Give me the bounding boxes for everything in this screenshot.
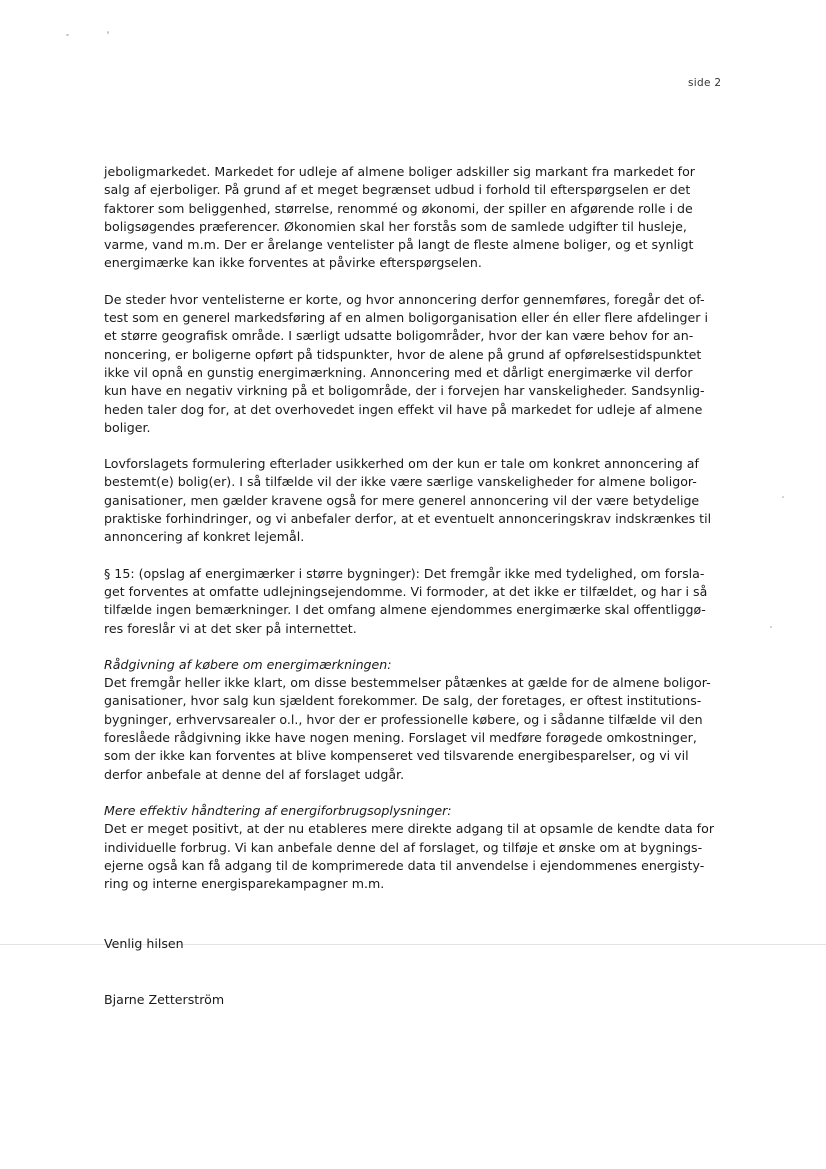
- text-line: salg af ejerboliger. På grund af et meget begrænset udbud i forhold til efterspørgselen er det: [104, 182, 691, 198]
- scan-speck: [66, 34, 69, 36]
- text-line: get forventes at omfatte udlejningsejendomme. Vi formoder, at det ikke er tilfældet, og har i så: [104, 583, 708, 599]
- text-line: varme, vand m.m. Der er årelange ventelister på langt de fleste almene boliger, og et synligt: [104, 237, 694, 253]
- text-line: ganisationer, hvor salg kun sjældent forekommer. De salg, der foretages, er oftest institutions-: [104, 693, 702, 709]
- text-line: tilfælde ingen bemærkninger. I det omfang almene ejendommes energimærke skal offentliggø-: [104, 602, 706, 618]
- text-line: annoncering af konkret lejemål.: [104, 529, 305, 545]
- section-heading: Mere effektiv håndtering af energiforbrugsoplysninger:: [104, 802, 452, 818]
- text-line: kun have en negativ virkning på et boligområde, der i forvejen har vanskeligheder. Sandsynlig-: [104, 383, 705, 399]
- text-line: test som en generel markedsføring af en almen boligorganisation eller én eller flere afdelinger i: [104, 310, 708, 326]
- text-line: individuelle forbrug. Vi kan anbefale denne del af forslaget, og tilføje et ønske om at bygnings-: [104, 839, 703, 855]
- paragraph: [104, 163, 729, 273]
- text-line: ikke vil opnå en gunstig energimærkning. Annoncering med et dårligt energimærke vil derfor: [104, 364, 693, 380]
- text-line: Lovforslagets formulering efterlader usikkerhed om der kun er tale om konkret annoncering af: [104, 456, 699, 472]
- scan-speck: [107, 31, 109, 34]
- text-line: noncering, er boligerne opført på tidspunkter, hvor de alene på grund af opførelsestidspunktet: [104, 346, 702, 362]
- text-line: Det er meget positivt, at der nu etableres mere direkte adgang til at opsamle de kendte data for: [104, 821, 714, 837]
- text-line: boliger.: [104, 419, 151, 435]
- text-line: ejerne også kan få adgang til de komprimerede data til anvendelse i ejendommenes energisty-: [104, 857, 705, 873]
- closing-greeting: Venlig hilsen: [104, 936, 184, 951]
- text-line: bestemt(e) bolig(er). I så tilfælde vil der ikke være særlige vanskeligheder for almene boligor-: [104, 474, 697, 490]
- text-line: derfor anbefale at denne del af forslaget udgår.: [104, 766, 405, 782]
- paragraph: [104, 656, 729, 784]
- page-number: side 2: [688, 77, 722, 89]
- section-heading: Rådgivning af købere om energimærkningen:: [104, 656, 392, 672]
- text-line: foreslåede rådgivning ikke have nogen mening. Forslaget vil medføre forøgede omkostninger,: [104, 730, 697, 746]
- paragraph: [104, 565, 729, 638]
- paragraph: [104, 802, 729, 893]
- text-line: bygninger, erhvervsarealer o.l., hvor der er professionelle købere, og i sådanne tilfælde vil den: [104, 711, 703, 727]
- paragraph: [104, 291, 729, 437]
- signature-name: Bjarne Zetterström: [104, 992, 225, 1007]
- text-line: energimærke kan ikke forventes at påvirke efterspørgselen.: [104, 255, 482, 271]
- text-line: jeboligmarkedet. Markedet for udleje af almene boliger adskiller sig markant fra markedet for: [104, 164, 695, 179]
- text-line: boligsøgendes præferencer. Økonomien skal her forstås som de samlede udgifter til husleje,: [104, 218, 687, 234]
- text-line: faktorer som beliggenhed, størrelse, renommé og økonomi, der spiller en afgørende rolle i de: [104, 200, 693, 216]
- text-line: et større geografisk område. I særligt udsatte boligområder, hvor der kan være behov for an-: [104, 328, 694, 344]
- paragraph: [104, 455, 729, 546]
- text-line: praktiske forhindringer, og vi anbefaler derfor, at et eventuelt annonceringskrav indskrænkes til: [104, 511, 712, 527]
- text-line: § 15: (opslag af energimærker i større bygninger): Det fremgår ikke med tydelighed, om forsla-: [104, 565, 705, 581]
- text-line: heden taler dog for, at det overhovedet ingen effekt vil have på markedet for udleje af almene: [104, 401, 703, 417]
- text-line: Det fremgår heller ikke klart, om disse bestemmelser påtænkes at gælde for de almene boligor-: [104, 675, 711, 691]
- scan-speck: [770, 626, 772, 628]
- text-line: som der ikke kan forventes at blive kompenseret ved tilsvarende energibesparelser, og vi vil: [104, 748, 689, 764]
- scan-speck: [782, 496, 784, 498]
- text-line: res foreslår vi at det sker på internettet.: [104, 620, 357, 636]
- text-line: ganisationer, men gælder kravene også for mere generel annoncering vil der være betydelige: [104, 492, 700, 508]
- text-line: De steder hvor ventelisterne er korte, og hvor annoncering derfor gennemføres, foregår det of-: [104, 291, 705, 307]
- text-line: ring og interne energisparekampagner m.m.: [104, 876, 385, 892]
- letter-body: [104, 163, 729, 911]
